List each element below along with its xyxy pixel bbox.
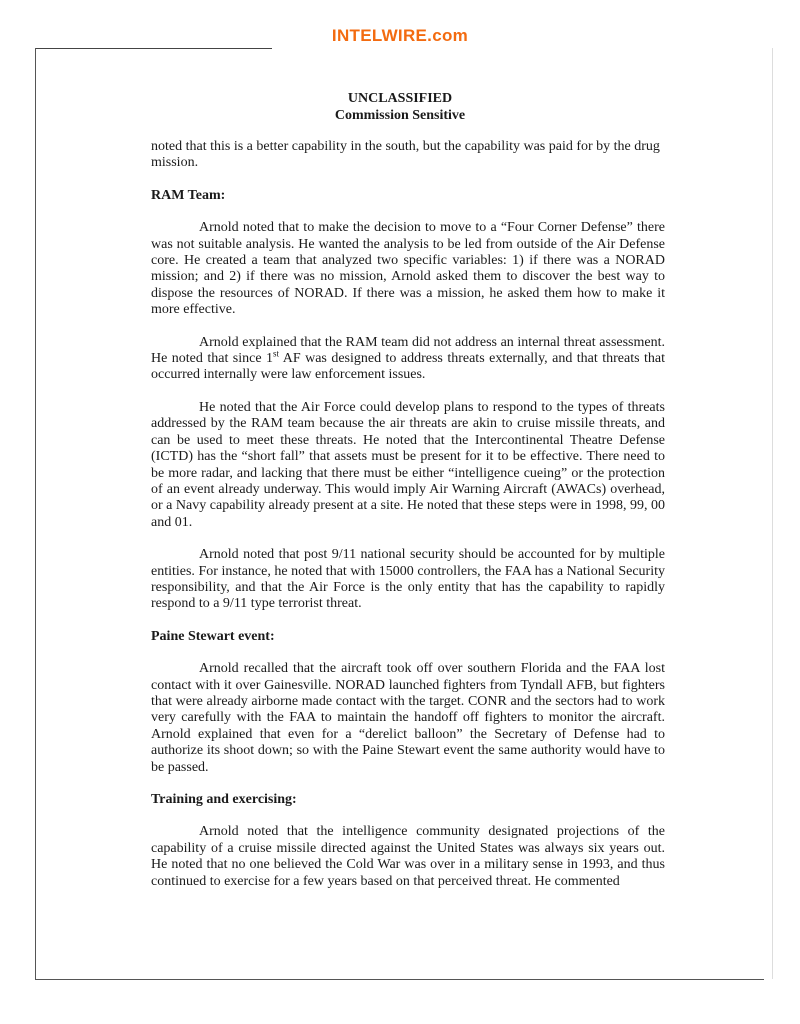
ram-paragraph-3: He noted that the Air Force could develop plans to respond to the types of threats addressed by the RAM team because the air threats are akin to cruise missile threats, and can be used to meet these threats. He noted that the Intercontinental Theatre Defense (ICTD) has the “short fall” that assets must be present for it to be effective. There need to be more radar, and lacking that there must be either “intelligence cueing” or the protection of an event already underway. This would imply Air Warning Aircraft (AWACs) overhead, or a Navy capability already present at a site. He noted that these steps were in 1998, 99, 00 and 01. <box>151 399 665 530</box>
ram-paragraph-1: Arnold noted that to make the decision to move to a “Four Corner Defense” there was not suitable analysis. He wanted the analysis to be led from outside of the Air Defense core. He created a team that analyzed two specific variables: 1) if there was a NORAD mission; and 2) if there was no mission, Arnold asked them to discover the best way to dispose the resources of NORAD. If there was a mission, he asked them how to make it more effective. <box>151 220 665 318</box>
paine-stewart-paragraph: Arnold recalled that the aircraft took off over southern Florida and the FAA lost contact with it over Gainesville. NORAD launched fighters from Tyndall AFB, but fighters that were already airborne made contact with the target. CONR and the sectors had to work very carefully with the FAA to maintain the handoff off fighters to monitor the aircraft. Arnold explained that even for a “derelict balloon” the Secretary of Defense had to authorize its shoot down; so with the Paine Stewart event the same authority would have to be passed. <box>151 661 665 775</box>
intelwire-watermark: INTELWIRE.com <box>331 26 469 45</box>
scan-border-left <box>35 48 36 980</box>
ordinal-superscript: st <box>273 348 280 359</box>
ram-team-heading: RAM Team: <box>151 187 226 203</box>
scan-border-top <box>36 48 272 49</box>
ram-p2-text-b: AF was designed to address threats externally, and that threats that occurred internally were law enforcement issues. <box>151 351 666 383</box>
page-header <box>0 90 800 124</box>
document-body <box>151 139 665 890</box>
intro-paragraph: noted that this is a better capability in the south, but the capability was paid for by the drug mission. <box>151 139 660 171</box>
ram-p2-text-a: Arnold explained that the RAM team did not address an internal threat assessment. He noted that since 1 <box>151 334 665 367</box>
scan-border-right <box>772 48 773 979</box>
scan-border-bottom <box>36 979 764 980</box>
training-paragraph: Arnold noted that the intelligence community designated projections of the capability of a cruise missile directed against the United States was always six years out. He noted that no one believed the Cold War was over in a military sense in 1993, and thus continued to exercise for a few years based on that perceived threat. He commented <box>151 824 665 889</box>
sensitivity-label: Commission Sensitive <box>334 108 466 123</box>
ram-paragraph-2 <box>151 335 665 384</box>
classification-label: UNCLASSIFIED <box>347 91 453 106</box>
paine-stewart-heading: Paine Stewart event: <box>151 628 275 644</box>
ram-paragraph-4: Arnold noted that post 9/11 national security should be accounted for by multiple entities. For instance, he noted that with 15000 controllers, the FAA has a National Security responsibility, and that the Air Force is the only entity that has the capability to rapidly respond to a 9/11 type terrorist threat. <box>151 547 665 612</box>
training-heading: Training and exercising: <box>151 792 297 807</box>
